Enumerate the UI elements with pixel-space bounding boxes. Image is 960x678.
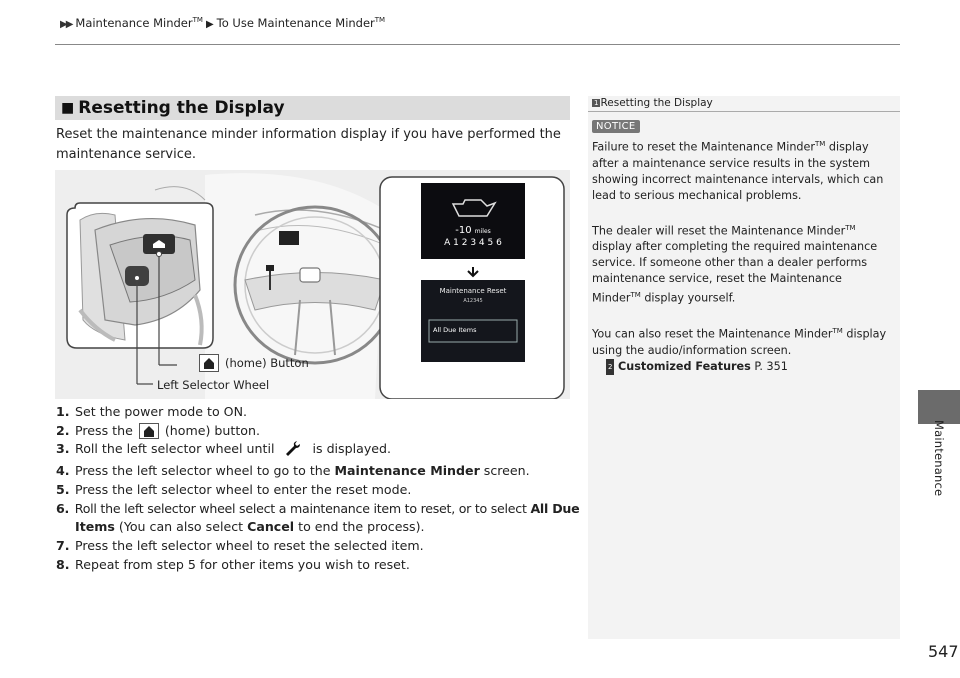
steering-wheel-illustration — [55, 170, 570, 399]
callout-wheel-label: Left Selector Wheel — [157, 378, 270, 392]
page-number: 547 — [928, 642, 959, 661]
chapter-tab[interactable] — [918, 390, 960, 424]
step-number: 5. — [56, 481, 70, 497]
step-text: Press the left selector wheel to enter the reset mode. — [75, 481, 412, 497]
section-header — [55, 96, 570, 120]
all-due-items-option: All Due Items — [433, 326, 477, 334]
callout-home-label: (home) Button — [225, 356, 309, 370]
step-text: Press the — [75, 422, 133, 438]
ref-marker: 1 — [594, 99, 599, 107]
callout-home — [197, 354, 309, 372]
step-number: 4. — [56, 463, 70, 479]
step-text: to end the process). — [298, 519, 425, 535]
wrench-icon — [284, 440, 302, 462]
reset-screen-title: Maintenance Reset — [439, 287, 507, 295]
ref-arrow-icon: 2 — [606, 359, 614, 375]
sidebar-paragraph-2: The dealer will reset the Maintenance Minder™ display after completing the required maintenance service. If someone other than a dealer performs maintenance service, reset the Maintenance Minder™ display yourself. — [592, 223, 878, 306]
step-text: screen. — [483, 463, 530, 479]
cross-reference[interactable] — [592, 359, 892, 375]
step-text: is displayed. — [312, 441, 392, 457]
step-number: 8. — [56, 556, 70, 572]
step-text: Repeat from step 5 for other items you wish to reset. — [75, 556, 410, 572]
step-8 — [56, 556, 576, 575]
step-text: Roll the left selector wheel until — [75, 441, 275, 457]
trademark-mark: TM — [374, 16, 386, 25]
step-number: 6. — [56, 500, 70, 516]
intro-paragraph: Reset the maintenance minder information display if you have performed the maintenance service. — [56, 127, 561, 162]
ref-link[interactable]: Customized Features — [618, 359, 751, 373]
breadcrumb-part-1[interactable]: Maintenance Minder — [75, 16, 193, 30]
ref-page: P. 351 — [754, 359, 788, 373]
section-marker: ■ — [61, 100, 75, 116]
step-7 — [56, 537, 576, 556]
header-rule — [55, 44, 900, 45]
step-text: (You can also select — [118, 519, 244, 535]
breadcrumb-separator: ▶ — [205, 19, 214, 30]
notice-badge: NOTICE — [592, 120, 640, 133]
breadcrumb — [60, 16, 385, 30]
trademark-mark: TM — [192, 16, 203, 25]
step-text: Press the left selector wheel to reset the selected item. — [75, 537, 424, 553]
step-text: (home) button. — [164, 422, 260, 438]
sidebar-text — [592, 136, 892, 375]
reset-screen-code: A12345 — [463, 298, 483, 304]
miles-unit: miles — [474, 228, 491, 235]
step-2 — [56, 422, 576, 441]
step-3 — [56, 440, 576, 462]
sidebar-paragraph-3: You can also reset the Maintenance Minder™ display using the audio/information screen. — [592, 327, 887, 357]
step-text: Set the power mode to ON. — [75, 404, 247, 419]
chapter-label: Maintenance — [932, 420, 946, 497]
step-1 — [56, 403, 576, 422]
sidebar-rule — [588, 111, 900, 112]
step-bold: Items — [75, 519, 115, 535]
step-number: 2. — [56, 422, 70, 438]
step-number: 3. — [56, 441, 70, 457]
breadcrumb-arrows: ▶▶ — [60, 19, 72, 30]
steering-wheel-figure — [55, 170, 570, 399]
sidebar-title — [592, 97, 713, 109]
steps-list — [56, 403, 580, 574]
step-4 — [56, 462, 576, 481]
step-bold: Cancel — [247, 519, 295, 535]
step-5 — [56, 481, 576, 500]
step-text: Press the left selector wheel to go to the — [75, 463, 331, 479]
breadcrumb-part-2[interactable]: To Use Maintenance Minder — [216, 16, 375, 30]
section-title: Resetting the Display — [78, 98, 285, 118]
home-icon — [139, 423, 159, 439]
step-number: 1. — [56, 404, 70, 419]
miles-value: -10 — [455, 225, 472, 236]
display-miles — [421, 225, 525, 238]
step-6 — [56, 500, 580, 519]
maintenance-code: A 1 2 3 4 5 6 — [444, 238, 502, 248]
step-bold: All Due — [530, 500, 580, 516]
step-text: Roll the left selector wheel select a maintenance item to reset, or to select — [74, 500, 527, 516]
sidebar-paragraph-1: Failure to reset the Maintenance Minder™ display after a maintenance service results in the system showing incorrect maintenance intervals, which can lead to serious mechanical problems. — [592, 140, 884, 202]
step-6-continued — [56, 518, 576, 537]
step-bold: Maintenance Minder — [334, 463, 480, 479]
sidebar-title-text: Resetting the Display — [600, 97, 713, 109]
home-icon — [199, 354, 219, 372]
step-number: 7. — [56, 537, 70, 553]
